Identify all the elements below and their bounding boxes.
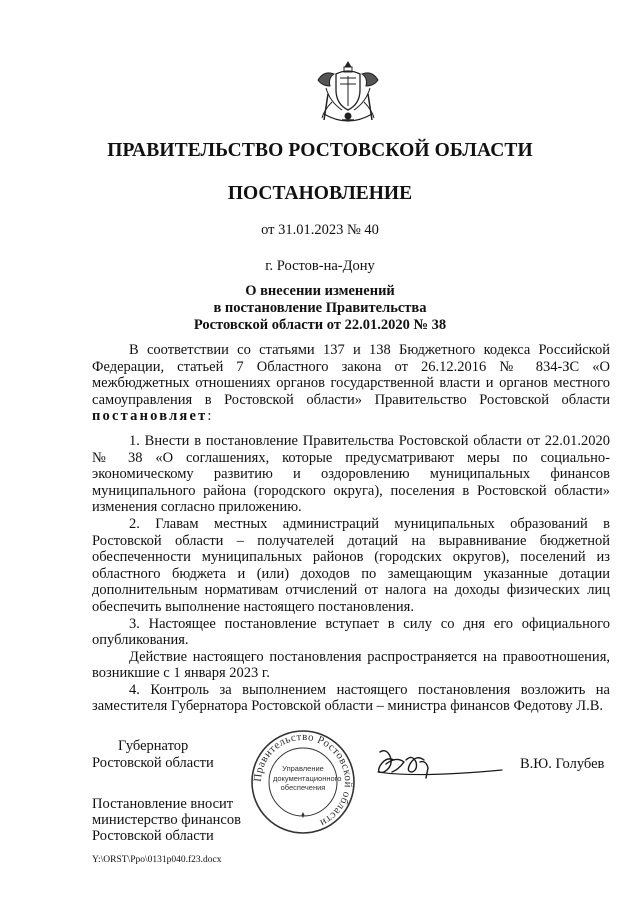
- file-path-footer: Y:\ORST\Ppo\0131p040.f23.docx: [92, 855, 222, 865]
- handwritten-signature: [372, 742, 508, 784]
- stamp-outer-text: Правительство Ростовской области: [251, 730, 355, 829]
- stamp-inner-text: Управление документационного обеспечения: [273, 764, 342, 792]
- document-body: [92, 342, 610, 715]
- preamble-paragraph: [92, 342, 610, 425]
- document-date-number: от 31.01.2023 № 40: [261, 222, 379, 238]
- clause-1: 1. Внести в постановление Правительства Ростовской области от 22.01.2020 № 38 «О соглашениях, которые предусматривают меры по социально-экономическому развитию и оздоровлению муниципальных финансов муниципального района (городского округа), поселения в Ростовской области» изменения согласно приложению.: [92, 432, 610, 516]
- decree-word: постановляет: [92, 408, 208, 425]
- document-city: г. Ростов-на-Дону: [265, 258, 375, 274]
- document-subject: [0, 283, 640, 334]
- preamble-text: В соответствии со статьями 137 и 138 Бюджетного кодекса Российской Федерации, статьей 7 Областного закона от 26.12.2016 № 834-ЗС «О межбюджетных отношениях органов государственной власти и органов местного самоуправления в Ростовской области» Правительство Ростовской области: [92, 342, 610, 408]
- document-type-title: ПОСТАНОВЛЕНИЕ: [227, 183, 413, 204]
- subject-line: О внесении изменений: [245, 283, 395, 299]
- note-line: Постановление вносит: [92, 796, 234, 812]
- clause-2: 2. Главам местных администраций муниципальных образований в Ростовской области – получателей дотаций на выравнивание бюджетной обеспеченности муниципальных районов (городских округов), поселений из областного бюджета и (или) доходов по замещающим указанные дотации дополнительным нормативам отчислений от налога на доходы физических лиц обеспечить выполнение настоящего постановления.: [92, 515, 610, 615]
- signatory-position: Губернатор: [118, 738, 189, 754]
- organization-title: ПРАВИТЕЛЬСТВО РОСТОВСКОЙ ОБЛАСТИ: [107, 140, 533, 161]
- signatory-name: В.Ю. Голубев: [520, 756, 605, 772]
- submission-note: [92, 796, 241, 844]
- subject-line: в постановление Правительства: [213, 300, 427, 316]
- coat-of-arms-icon: [314, 58, 382, 126]
- note-line: Ростовской области: [92, 828, 214, 844]
- subject-line: Ростовской области от 22.01.2020 № 38: [193, 317, 447, 333]
- note-line: министерство финансов: [92, 812, 241, 828]
- clause-3: 3. Настоящее постановление вступает в силу со дня его официального опубликования.: [92, 615, 610, 649]
- signatory-title: [92, 738, 214, 772]
- clause-3-effect: Действие настоящего постановления распространяется на правоотношения, возникшие с 1 января 2023 г.: [92, 648, 610, 682]
- official-stamp: [249, 728, 357, 836]
- decree-colon: :: [207, 408, 212, 425]
- clause-4: 4. Контроль за выполнением настоящего постановления возложить на заместителя Губернатора Ростовской области – министра финансов Федотову Л.В.: [92, 681, 610, 715]
- signatory-region: Ростовской области: [92, 755, 214, 771]
